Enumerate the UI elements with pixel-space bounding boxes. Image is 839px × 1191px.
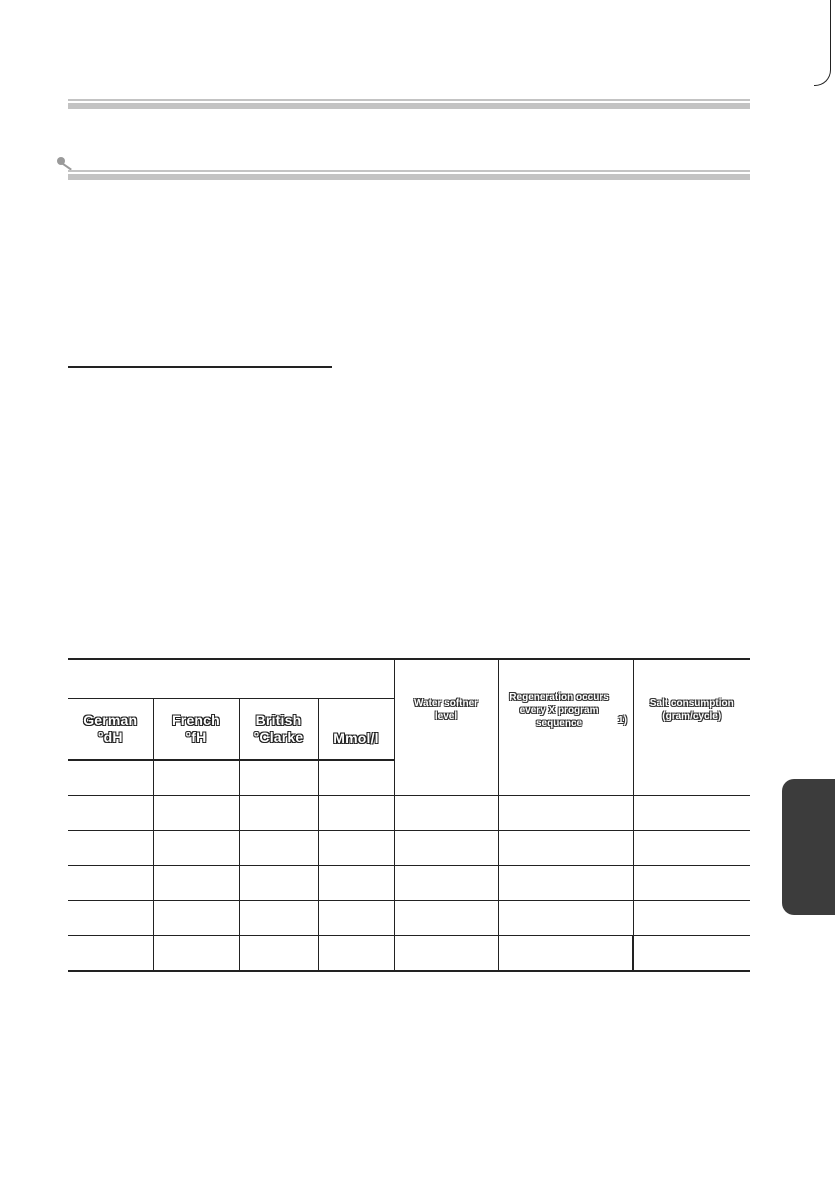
water-hardness-table [68, 658, 750, 972]
subheading-underline [68, 366, 332, 368]
mmol-label: Mmol/l [333, 730, 379, 746]
table-cell [498, 831, 633, 866]
table-cell [153, 936, 239, 972]
table-cell [318, 936, 394, 972]
table-cell [498, 866, 633, 901]
german-label: German [83, 712, 138, 728]
table-cell [498, 901, 633, 936]
table-cell [394, 796, 498, 831]
section-header-rule [68, 170, 750, 180]
table-header-row-group [68, 659, 750, 699]
softener-level-label: Water softner level [413, 698, 479, 722]
hardness-units-group-header [68, 659, 394, 699]
table-cell [68, 901, 153, 936]
table-cell [633, 866, 750, 901]
table-cell [318, 796, 394, 831]
table-cell [239, 831, 318, 866]
french-column-header [153, 699, 239, 761]
table-row [68, 760, 750, 796]
table-cell [498, 760, 633, 796]
top-section-rule [68, 99, 750, 109]
table-cell [318, 866, 394, 901]
table-cell [239, 866, 318, 901]
table-cell [68, 760, 153, 796]
table-cell [394, 831, 498, 866]
table-row [68, 901, 750, 936]
table-row [68, 796, 750, 831]
british-label: British [255, 712, 302, 728]
rule-thick-line [68, 103, 750, 109]
french-unit: °fH [185, 729, 207, 745]
table-cell [318, 901, 394, 936]
table-row [68, 866, 750, 901]
rule-thick-line [68, 174, 750, 180]
table-cell [68, 936, 153, 972]
table-cell [153, 831, 239, 866]
mmol-column-header [318, 699, 394, 761]
regeneration-header [498, 659, 633, 760]
table-cell [633, 901, 750, 936]
british-unit: °Clarke [253, 729, 304, 745]
chapter-side-tab [782, 779, 835, 915]
table-cell [633, 936, 750, 972]
table-cell [68, 831, 153, 866]
table-cell [153, 796, 239, 831]
table-cell [239, 936, 318, 972]
table-cell [153, 901, 239, 936]
german-unit: °dH [97, 729, 123, 745]
table-cell [153, 760, 239, 796]
table-cell [394, 866, 498, 901]
british-column-header [239, 699, 318, 761]
table-cell [633, 831, 750, 866]
table-cell [239, 901, 318, 936]
table-cell [633, 796, 750, 831]
french-label: French [172, 712, 220, 728]
table-cell [318, 831, 394, 866]
softener-level-header [394, 659, 498, 760]
table-row [68, 831, 750, 866]
table-cell [153, 866, 239, 901]
rule-thin-line [68, 99, 750, 101]
table-cell [239, 760, 318, 796]
table-cell [498, 796, 633, 831]
page-cut-line [814, 0, 831, 86]
salt-consumption-header [633, 659, 750, 760]
regeneration-label: Regeneration occurs every X program sequence [509, 691, 609, 729]
table-cell [633, 760, 750, 796]
table-cell [394, 936, 498, 972]
german-column-header [68, 699, 153, 761]
table-cell [394, 760, 498, 796]
table-cell [394, 901, 498, 936]
table-cell [318, 760, 394, 796]
salt-consumption-label: Salt consumption (gram/cycle) [649, 698, 734, 722]
regeneration-footnote-marker: 1) [618, 714, 627, 726]
table-cell [239, 796, 318, 831]
table-cell [68, 866, 153, 901]
table-row [68, 936, 750, 972]
table-cell [498, 936, 633, 972]
water-hardness-table-container [68, 658, 750, 972]
rule-thin-line [68, 170, 750, 172]
table-cell [68, 796, 153, 831]
